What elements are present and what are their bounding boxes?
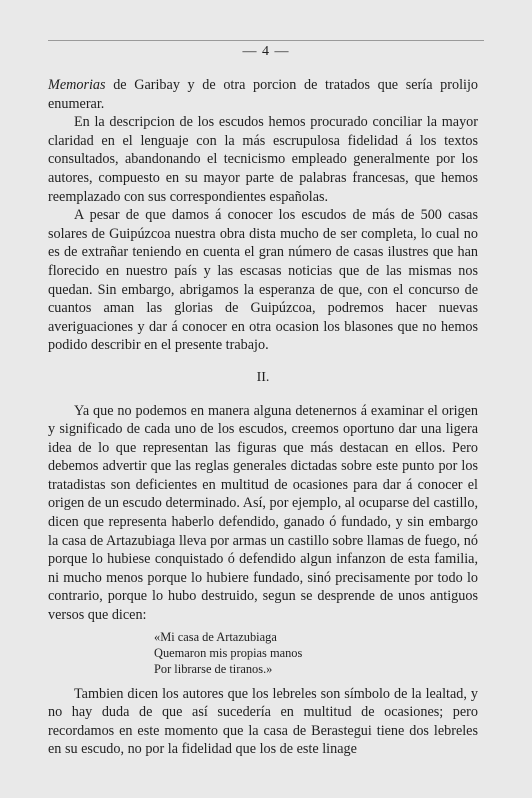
paragraph-text: de Garibay y de otra porcion de tratados que sería prolijo enumerar. [48, 77, 478, 112]
paragraph: En la descripcion de los escudos hemos procurado conciliar la mayor claridad en el lenguaje con la más escrupulosa fidelidad á los textos consultados, abandonando el tecnicismo empleado generalmente por los autores, compuesto en su mayor parte de palabras francesas, que hemos reemplazado con sus correspondientes españolas. [48, 114, 478, 205]
verse-quote [154, 629, 478, 677]
section-heading: II. [256, 369, 270, 385]
header-rule [48, 40, 484, 41]
body-text [48, 76, 478, 759]
verse-line: «Mi casa de Artazubiaga [154, 629, 277, 644]
paragraph [48, 76, 478, 113]
verse-line: Quemaron mis propias manos [154, 645, 303, 660]
paragraph: Tambien dicen los autores que los lebreles son símbolo de la lealtad, y no hay duda de que así sucedería en multitud de ocasiones; pero recordamos en este momento que la casa de Berastegui tiene dos lebreles en su escudo, no por la fidelidad que los de este linage [48, 685, 478, 758]
page-number: — 4 — [242, 44, 290, 59]
verse-line: Por librarse de tiranos.» [154, 661, 273, 676]
work-title: Memorias [48, 77, 106, 93]
paragraph: Ya que no podemos en manera alguna detenernos á examinar el origen y significado de cada uno de los escudos, creemos oportuno dar una ligera idea de lo que representan las figuras que más destacan en ellos. Pero debemos advertir que las reglas generales dictadas sobre este punto por los tratadistas son deficientes en multitud de ocasiones para dar á conocer el origen de un escudo determinado. Así, por ejemplo, al ocuparse del castillo, dicen que representa haberlo defendido, ganado ó fundado, y sin embargo la casa de Artazubiaga lleva por armas un castillo sobre llamas de fuego, nó porque lo hubiese conquistado ó defendido algun infanzon de esta familia, ni mucho menos porque lo hubiere fundado, sinó precisamente por todo lo contrario, porque lo hubo destruido, segun se desprende de unos antiguos versos que dicen: [48, 402, 478, 624]
paragraph: A pesar de que damos á conocer los escudos de más de 500 casas solares de Guipúzcoa nuestra obra dista mucho de ser completa, lo cual no es de extrañar teniendo en cuenta el gran número de casas ilustres que han florecido en nuestro país y las escasas noticias que de las mismas nos quedan. Sin embargo, abrigamos la esperanza de que, con el concurso de cuantos aman las glorias de Guipúzcoa, podremos hacer nuevas averiguaciones y dar á conocer en otra ocasion los blasones que no hemos podido describir en el presente trabajo. [48, 207, 478, 354]
